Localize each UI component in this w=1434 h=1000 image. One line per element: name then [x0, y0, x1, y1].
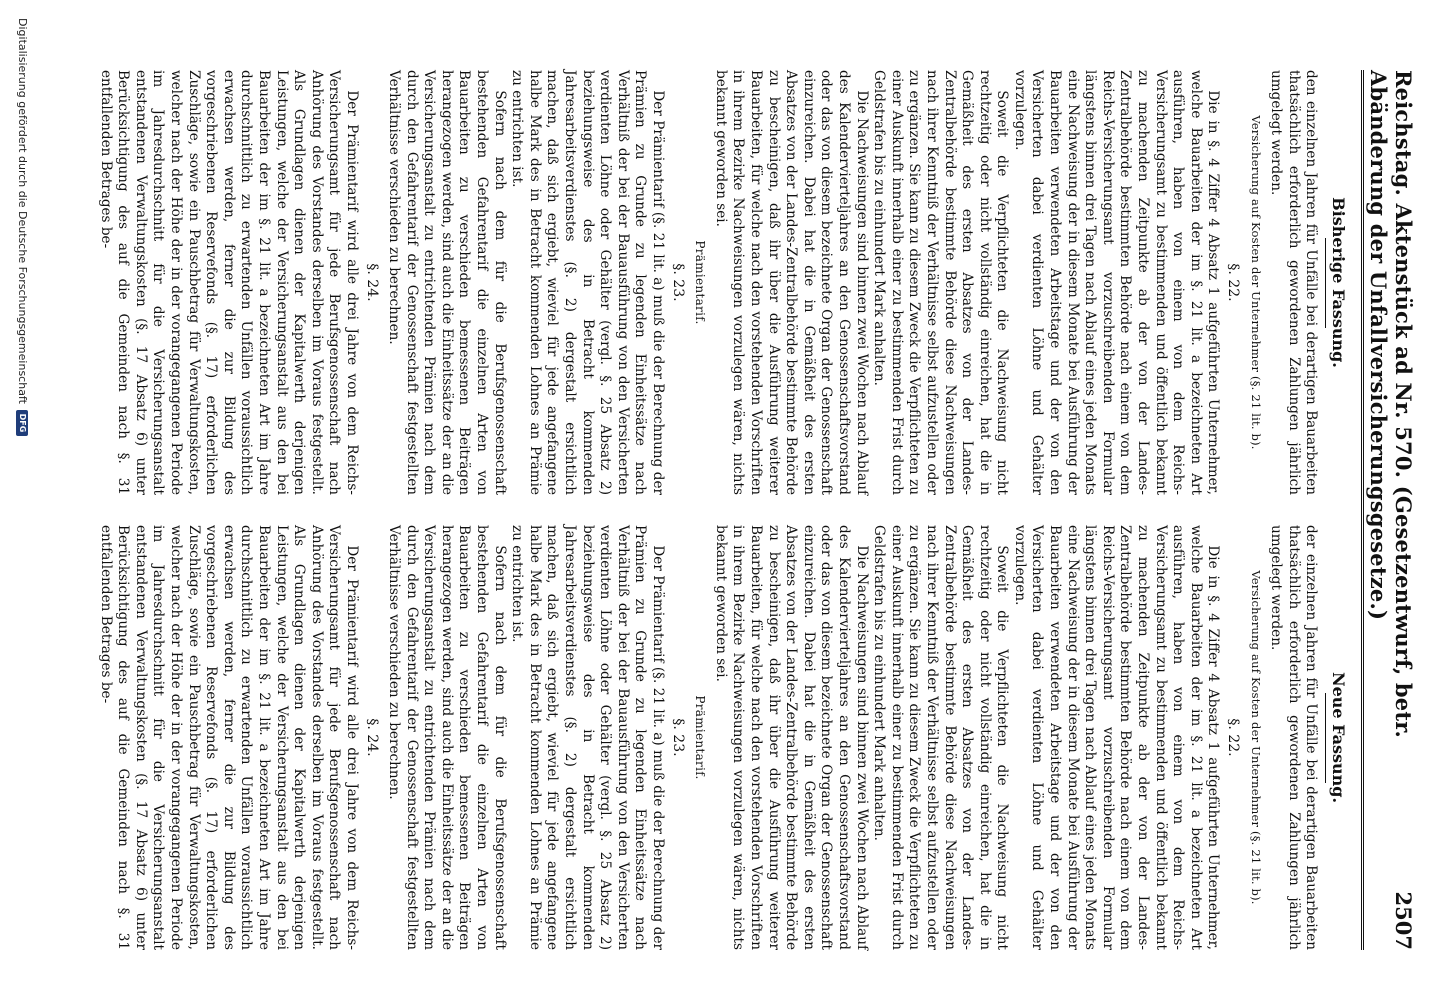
- section-22-paragraph-2: Soweit die Verpflichteten die Nachweisung nicht rechtzeitig oder nicht vollständig einreichen, hat die in Gemäßheit des ersten Absatzes von der Landes-Zentralbehörde bestimmte Behörde diese Nachweisungen nach ihrer Kenntniß der Verhältnisse selbst aufzustellen oder zu ergänzen. Sie kann zu diesem Zweck die Verpflichteten zu einer Auskunft innerhalb einer zu bestimmenden Frist durch Geldstrafen bis zu einhundert Mark anhalten.: [871, 525, 1011, 950]
- page-content: [96, 70, 1416, 950]
- credit-text: Digitalisierung gefördert durch die Deutsche Forschungsgemeinschaft: [16, 18, 29, 404]
- section-22-paragraph-2: Soweit die Verpflichteten die Nachweisung nicht rechtzeitig oder nicht vollständig einreichen, hat die in Gemäßheit des ersten Absatzes von der Landes-Zentralbehörde bestimmte Behörde diese Nachweisungen nach ihrer Kenntniß der Verhältnisse selbst aufzustellen oder zu ergänzen. Sie kann zu diesem Zweck die Verpflichteten zu einer Auskunft innerhalb einer zu bestimmenden Frist durch Geldstrafen bis zu einhundert Mark anhalten.: [871, 70, 1011, 495]
- praemientarif-title: Prämientarif.: [693, 240, 708, 325]
- page-number: 2507: [1391, 891, 1416, 950]
- column-old-version: [96, 70, 1351, 495]
- section-22-mark: §. 22.: [1225, 718, 1242, 757]
- section-23-paragraph-1: Der Prämientarif (§. 21 lit. a) muß die der Berechnung der Prämien zu Grunde zu legenden Einheitssätze nach Verhältniß der bei der Bauausführung von den Versicherten verdienten Löhne oder Gehälter (vergl. §. 25 Absatz 2) beziehungsweise des in Betracht kommenden Jahresarbeitsverdienstes (§. 2) dergestalt ersichtlich machen, daß sich ergiebt, wieviel für jede angefangene halbe Mark des in Betracht kommenden Lohnes an Prämie zu entrichten ist.: [509, 70, 667, 495]
- two-column-body: [96, 70, 1351, 950]
- insurance-note: Versicherung auf Kosten der Unternehmer (§. 21 lit. b).: [1248, 115, 1263, 450]
- column-heading: Bisherige Fassung.: [1325, 70, 1347, 495]
- running-header: [1361, 70, 1416, 950]
- section-24-paragraph-1: Der Prämientarif wird alle drei Jahre von dem Reichs-Versicherungsamt für jede Berufsgenossenschaft nach Anhörung des Vorstandes derselben im Voraus festgestellt. Als Grundlagen dienen der Kapitalwerth derjenigen Leistungen, welche der Versicherungsanstalt aus den bei Bauarbeiten der im §. 21 lit. a bezeichneten Art im Jahre durchschnittlich zu erwartenden Unfällen voraussichtlich erwachsen werden, ferner die zur Bildung des vorgeschriebenen Reservefonds (§. 17) erforderlichen Zuschläge, sowie ein Pauschbetrag für Verwaltungskosten, welcher nach der Höhe der in der vorangegangenen Periode im Jahresdurchschnitt für die Versicherungsanstalt entstandenen Verwaltungskosten (§. 17 Absatz 6) unter Berücksichtigung des auf die Gemeinden nach §. 31 entfallenden Betrages be-: [97, 525, 360, 950]
- section-22-paragraph-3: Die Nachweisungen sind binnen zwei Wochen nach Ablauf des Kalendervierteljahres an den Genossenschaftsvorstand oder das von diesem bezeichnete Organ der Genossenschaft einzureichen. Dabei hat die in Gemäßheit des ersten Absatzes von der Landes-Zentralbehörde bestimmte Behörde zu bescheinigen, daß ihr über die Ausführung weiterer Bauarbeiten, für welche nach den vorstehenden Vorschriften in ihrem Bezirke Nachweisungen vorzulegen wären, nichts bekannt geworden sei.: [712, 70, 870, 495]
- section-23-mark: §. 23.: [669, 718, 686, 757]
- intro-text: der einzelnen Jahren für Unfälle bei derartigen Bauarbeiten thatsächlich erforderlich gewordenen Zahlungen jährlich umgelegt werden.: [1268, 525, 1320, 950]
- column-new-version: [96, 525, 1351, 950]
- praemientarif-title: Prämientarif.: [693, 695, 708, 780]
- section-24-mark: §. 24.: [363, 263, 380, 302]
- section-23-paragraph-1: Der Prämientarif (§. 21 lit. a) muß die der Berechnung der Prämien zu Grunde zu legenden Einheitssätze nach Verhältniß der bei der Bauausführung von den Versicherten verdienten Löhne oder Gehälter (vergl. §. 25 Absatz 2) beziehungsweise des in Betracht kommenden Jahresarbeitsverdienstes (§. 2) dergestalt ersichtlich machen, daß sich ergiebt, wieviel für jede angefangene halbe Mark des in Betracht kommenden Lohnes an Prämie zu entrichten ist.: [509, 525, 667, 950]
- section-22-paragraph-1: Die in §. 4 Ziffer 4 Absatz 1 aufgeführten Unternehmer, welche Bauarbeiten der im §. 21 lit. a bezeichneten Art ausführen, haben von einem von dem Reichs-Versicherungsamt zu bestimmenden und öffentlich bekannt zu machenden Zeitpunkte ab der von der Landes-Zentralbehörde bestimmten Behörde nach einem von dem Reichs-Versicherungsamt vorzuschreibenden Formular längstens binnen drei Tagen nach Ablauf eines jeden Monats eine Nachweisung der in diesem Monate bei Ausführung der Bauarbeiten verwendeten Arbeitstage und der von den Versicherten dabei verdienten Löhne und Gehälter vorzulegen.: [1011, 525, 1222, 950]
- section-24-mark: §. 24.: [363, 718, 380, 757]
- insurance-note: Versicherung auf Kosten der Unternehmer (§. 21 lit. b).: [1248, 570, 1263, 905]
- digitization-credit: [16, 18, 29, 436]
- section-23-mark: §. 23.: [669, 263, 686, 302]
- intro-text: den einzelnen Jahren für Unfälle bei derartigen Bauarbeiten thatsächlich erforderlich gewordenen Zahlungen jährlich umgelegt werden.: [1268, 70, 1320, 495]
- column-heading: Neue Fassung.: [1325, 525, 1347, 950]
- dfg-logo-icon: DFG: [17, 410, 29, 436]
- section-22-paragraph-1: Die in §. 4 Ziffer 4 Absatz 1 aufgeführten Unternehmer, welche Bauarbeiten der im §. 21 lit. a bezeichneten Art ausführen, haben von einem von dem Reichs-Versicherungsamt zu bestimmenden und öffentlich bekannt zu machenden Zeitpunkte ab der von der Landes-Zentralbehörde bestimmten Behörde nach einem von dem Reichs-Versicherungsamt vorzuschreibenden Formular längstens binnen drei Tagen nach Ablauf eines jeden Monats eine Nachweisung der in diesem Monate bei Ausführung der Bauarbeiten verwendeten Arbeitstage und der von den Versicherten dabei verdienten Löhne und Gehälter vorzulegen.: [1011, 70, 1222, 495]
- section-23-paragraph-2: Sofern nach dem für die Berufsgenossenschaft bestehenden Gefahrentarif die einzelnen Arten von Bauarbeiten zu verschieden bemessenen Beiträgen herangezogen werden, sind auch die Einheitssätze der an die Versicherungsanstalt zu entrichtenden Prämien nach dem durch den Gefahrentarif der Genossenschaft festgestellten Verhältnisse verschieden zu berechnen.: [386, 525, 508, 950]
- section-24-paragraph-1: Der Prämientarif wird alle drei Jahre von dem Reichs-Versicherungsamt für jede Berufsgenossenschaft nach Anhörung des Vorstandes derselben im Voraus festgestellt. Als Grundlagen dienen der Kapitalwerth derjenigen Leistungen, welche der Versicherungsanstalt aus den bei Bauarbeiten der im §. 21 lit. a bezeichneten Art im Jahre durchschnittlich zu erwartenden Unfällen voraussichtlich erwachsen werden, ferner die zur Bildung des vorgeschriebenen Reservefonds (§. 17) erforderlichen Zuschläge, sowie ein Pauschbetrag für Verwaltungskosten, welcher nach der Höhe der in der vorangegangenen Periode im Jahresdurchschnitt für die Versicherungsanstalt entstandenen Verwaltungskosten (§. 17 Absatz 6) unter Berücksichtigung des auf die Gemeinden nach §. 31 entfallenden Betrages be-: [97, 70, 360, 495]
- section-23-paragraph-2: Sofern nach dem für die Berufsgenossenschaft bestehenden Gefahrentarif die einzelnen Arten von Bauarbeiten zu verschieden bemessenen Beiträgen herangezogen werden, sind auch die Einheitssätze der an die Versicherungsanstalt zu entrichtenden Prämien nach dem durch den Gefahrentarif der Genossenschaft festgestellten Verhältnisse verschieden zu berechnen.: [386, 70, 508, 495]
- section-22-mark: §. 22.: [1225, 263, 1242, 302]
- section-22-paragraph-3: Die Nachweisungen sind binnen zwei Wochen nach Ablauf des Kalendervierteljahres an den Genossenschaftsvorstand oder das von diesem bezeichnete Organ der Genossenschaft einzureichen. Dabei hat die in Gemäßheit des ersten Absatzes von der Landes-Zentralbehörde bestimmte Behörde zu bescheinigen, daß ihr über die Ausführung weiterer Bauarbeiten, für welche nach den vorstehenden Vorschriften in ihrem Bezirke Nachweisungen vorzulegen wären, nichts bekannt geworden sei.: [712, 525, 870, 950]
- running-title: Reichstag. Aktenstück ad Nr. 570. (Gesetzentwurf, betr. Abänderung der Unfallversicherungsgesetze.): [1366, 70, 1416, 739]
